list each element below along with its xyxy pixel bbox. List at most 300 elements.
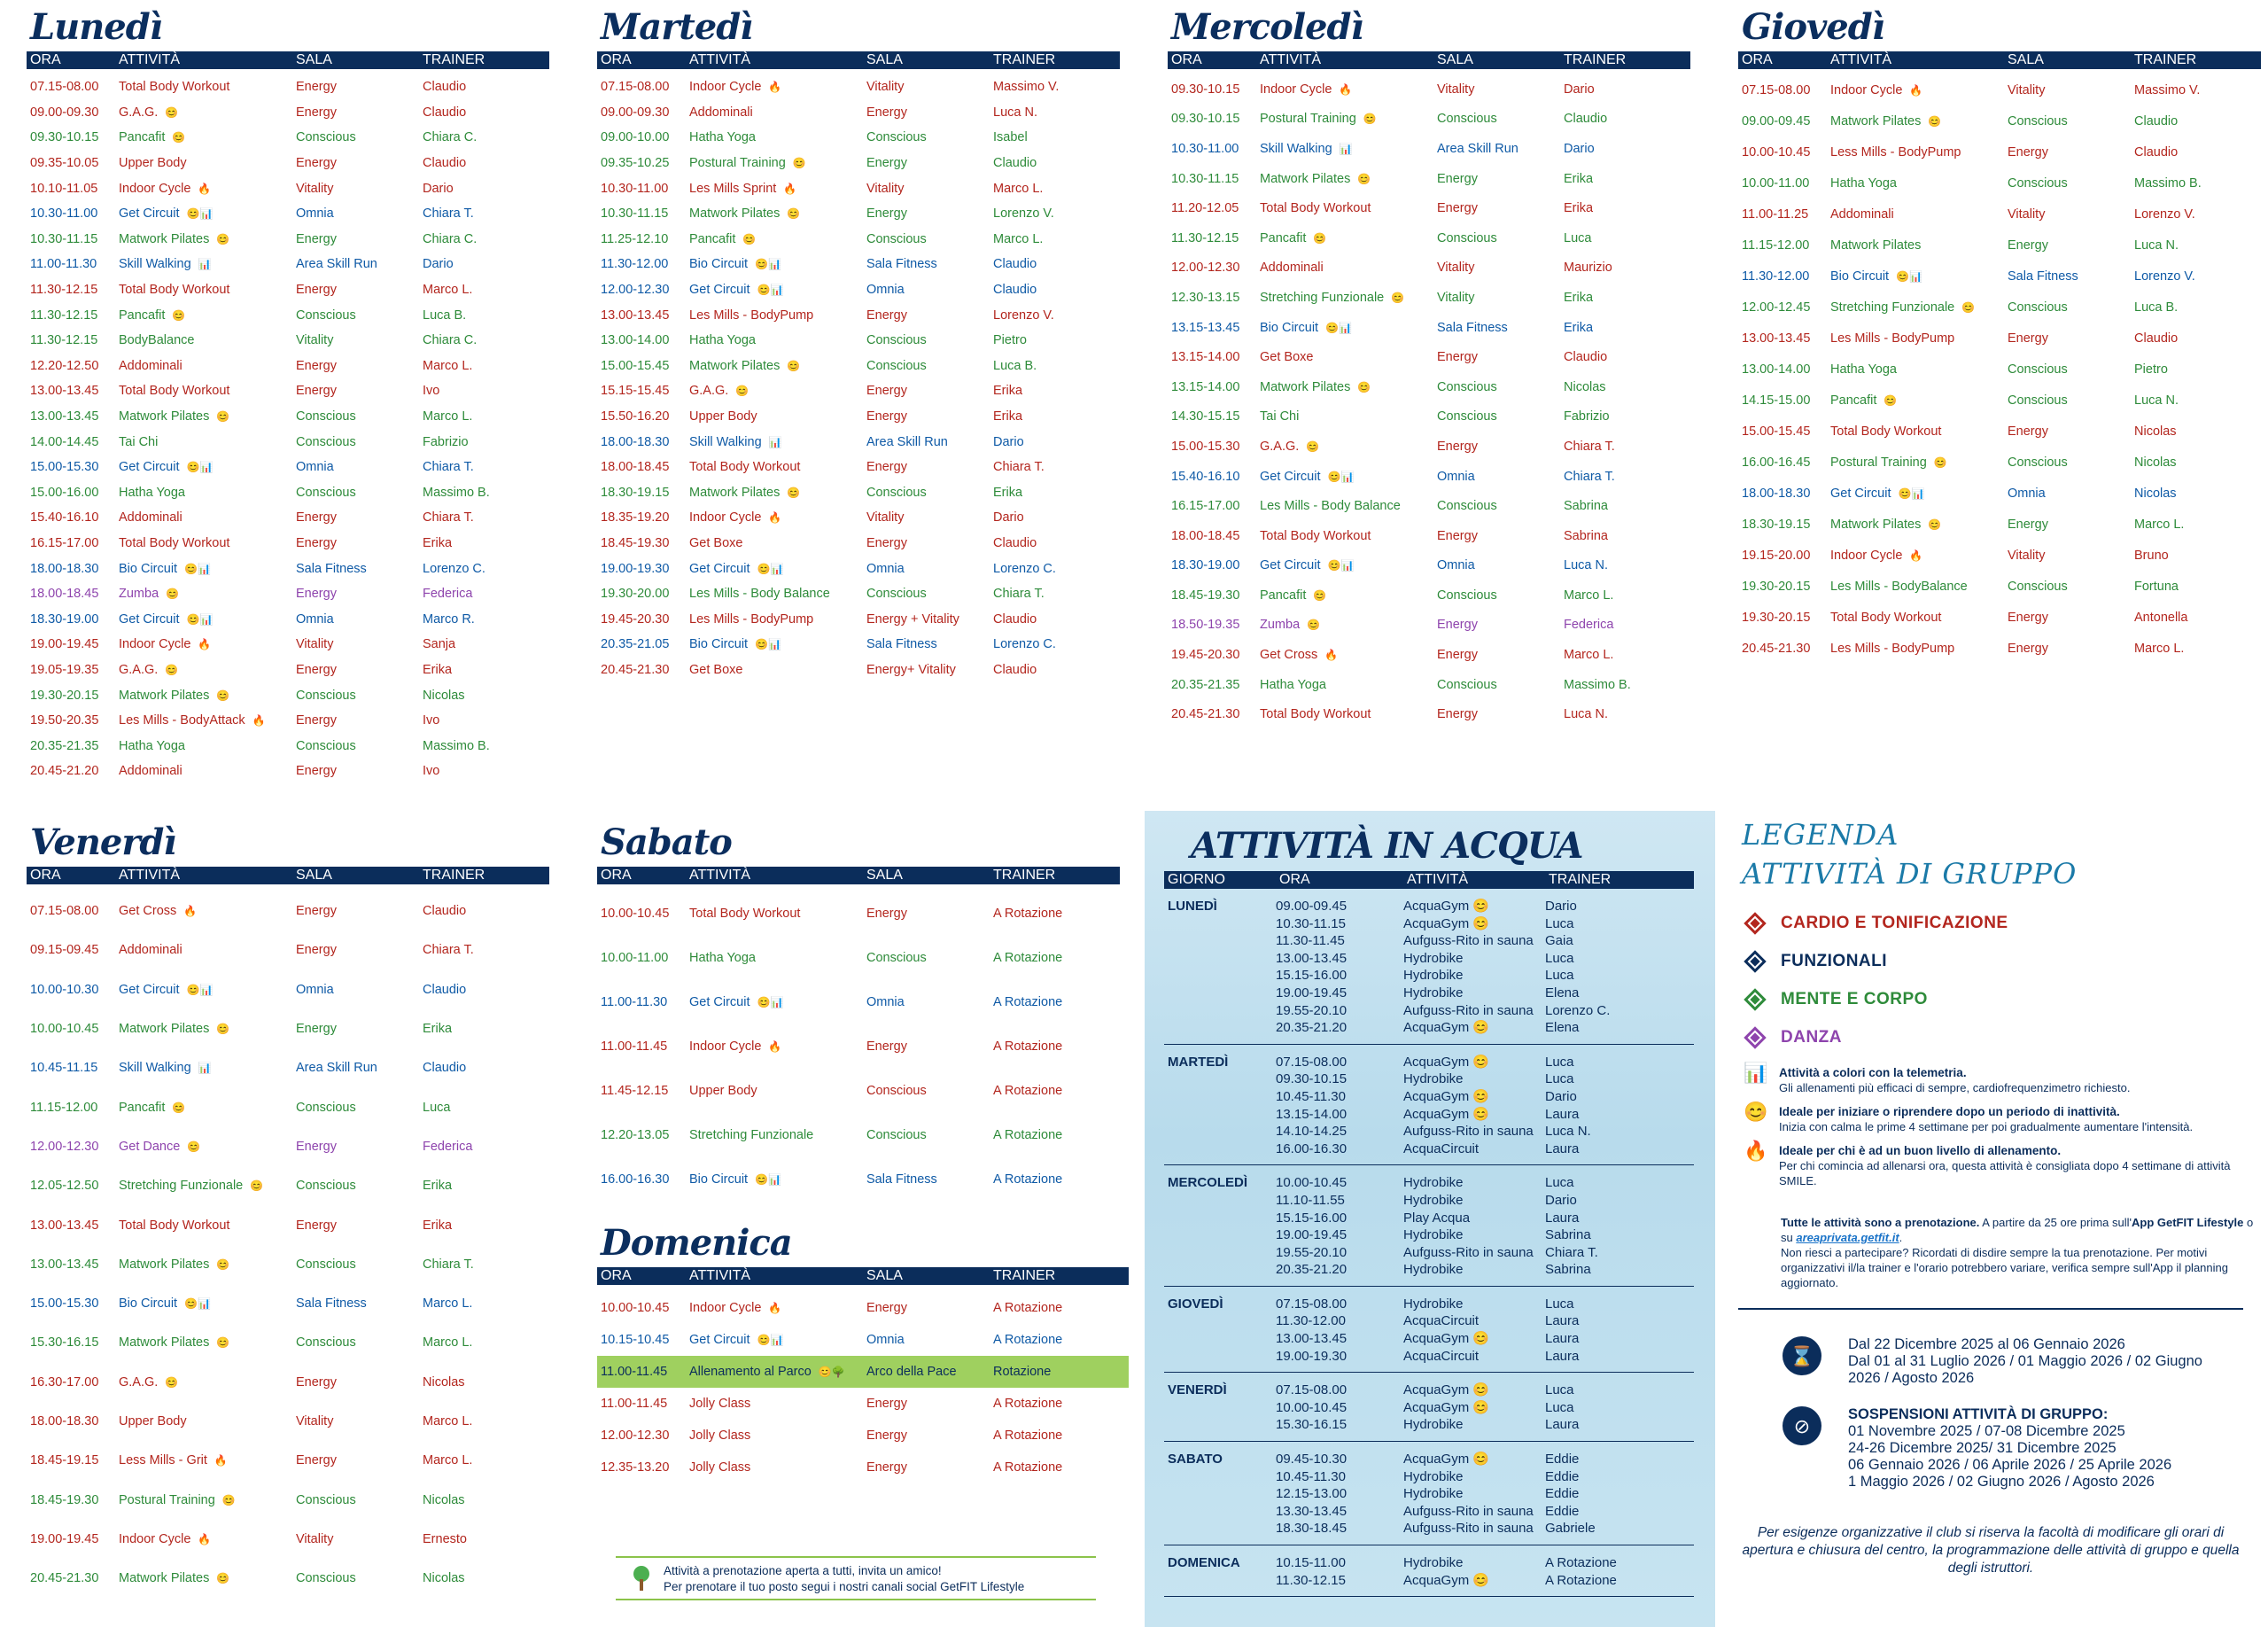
row-activity-label: Less Mills - Grit [119, 1453, 207, 1468]
legend-note-icon: 😊 [1744, 1101, 1768, 1123]
row-activity-label: Indoor Cycle [1830, 82, 1903, 97]
row-room: Energy [296, 231, 337, 246]
row-activity [686, 1428, 863, 1443]
row-room: Conscious [2008, 362, 2068, 377]
row-room: Vitality [1437, 261, 1475, 276]
schedule-row [1168, 462, 1690, 492]
row-room: Omnia [866, 283, 905, 298]
water-time-column [1276, 898, 1403, 1037]
water-activities-panel [1145, 811, 1715, 1627]
row-time: 15.00-15.45 [1742, 424, 1811, 439]
day-giovedi [1738, 0, 2261, 798]
row-time: 10.45-11.15 [30, 1061, 98, 1076]
row-activity-label: Les Mills - Body Balance [1260, 499, 1401, 514]
legend-note-icon: 🔥 [1744, 1140, 1768, 1162]
row-activity-label: Total Body Workout [119, 80, 230, 95]
schedule-row [27, 455, 549, 480]
row-activity [1256, 588, 1433, 603]
water-activity: Hydrobike [1403, 1296, 1464, 1312]
row-trainer: Marco L. [423, 409, 473, 424]
water-day-block [1164, 1165, 1694, 1287]
row-badge-icon: 😊📊 [757, 1334, 784, 1346]
schedule-row [27, 658, 549, 683]
schedule-row [597, 74, 1120, 100]
row-activity [115, 1022, 292, 1036]
row-badge-icon: 😊 [216, 1572, 230, 1585]
row-room: Energy [296, 764, 337, 779]
row-time: 20.45-21.20 [30, 764, 99, 779]
water-activity: AcquaGym 😊 [1403, 899, 1490, 914]
schedule-row [27, 556, 549, 581]
row-room: Conscious [1437, 588, 1497, 603]
water-trainer: A Rotazione [1545, 1572, 1617, 1588]
row-room: Conscious [866, 231, 927, 246]
schedule-row [27, 606, 549, 632]
row-trainer: Lorenzo V. [993, 307, 1054, 323]
row-room: Conscious [866, 1128, 927, 1142]
schedule-row [27, 1205, 549, 1244]
legend-note-title: Ideale per chi è ad un buon livello di allenamento. [1779, 1144, 2062, 1157]
row-room: Energy [1437, 528, 1478, 543]
row-time: 18.35-19.20 [601, 510, 670, 525]
row-activity [115, 536, 292, 550]
schedule-row [1168, 521, 1690, 551]
booking-bold: Tutte le attività sono a prenotazione. [1781, 1216, 1980, 1229]
legend-note [1738, 1140, 2261, 1188]
legend-note-text: Per chi comincia ad allenarsi ora, questa attività è consigliata dopo 4 settimane di attività SMILE. [1779, 1159, 2231, 1187]
water-activity-column [1403, 1451, 1545, 1537]
water-trainer: Luca [1545, 1382, 1574, 1398]
row-activity [686, 460, 863, 474]
schedule-row [597, 1024, 1120, 1069]
schedule-row [27, 891, 549, 930]
row-room: Conscious [1437, 677, 1497, 692]
row-badge-icon: 😊📊 [1327, 559, 1355, 572]
water-trainer: Laura [1545, 1348, 1580, 1364]
row-activity [115, 1414, 292, 1428]
water-activity: Hydrobike [1403, 1192, 1464, 1208]
row-badge-icon: 😊 [250, 1179, 264, 1193]
row-room: Vitality [1437, 82, 1475, 97]
row-activity-label: Upper Body [689, 409, 757, 424]
row-activity [1827, 549, 2004, 563]
schedule-row [1168, 253, 1690, 284]
schedule-row [1738, 292, 2261, 323]
row-trainer: Marco L. [423, 1453, 473, 1468]
header-sala: SALA [296, 868, 332, 883]
water-time: 20.35-21.20 [1276, 1262, 1348, 1278]
row-trainer: Erika [993, 485, 1023, 500]
row-badge-icon: 😊 [742, 232, 757, 245]
legend-note-text: Gli allenamenti più efficaci di sempre, cardiofrequenzimetro richiesto. [1779, 1081, 2131, 1094]
day-table-body [1168, 74, 1690, 729]
row-time: 19.30-20.15 [1742, 579, 1811, 594]
row-room: Omnia [296, 611, 334, 627]
row-activity [1256, 409, 1433, 424]
legend-divider [1738, 1308, 2243, 1310]
row-badge-icon: 😊 [172, 1101, 186, 1114]
water-trainer: Laura [1545, 1140, 1580, 1156]
suspension-text: 01 Novembre 2025 / 07-08 Dicembre 2025 24-26 Dicembre 2025/ 31 Dicembre 2025 06 Gennaio 2026 / 06 Aprile 2026 / 25 Aprile 2026 1 Maggio 2026 / 02 Giugno 2026 / Agosto 2026 [1848, 1423, 2172, 1490]
row-trainer: Ernesto [423, 1531, 467, 1546]
row-activity-label: Total Body Workout [119, 283, 230, 298]
row-activity [115, 663, 292, 677]
row-time: 19.45-20.30 [601, 611, 670, 627]
schedule-row [1168, 193, 1690, 223]
row-time: 18.00-18.30 [30, 1414, 99, 1428]
water-trainer: Gabriele [1545, 1521, 1596, 1537]
row-activity [115, 130, 292, 144]
booking-rest: Non riesci a partecipare? Ricordati di disdire sempre la tua prenotazione. Per motivi organizzativi il/la trainer e l'orario potrebbero variare, verifica sempre sull'App il planning aggiornato. [1781, 1246, 2228, 1289]
row-time: 19.00-19.45 [30, 637, 99, 652]
legend-category [1738, 1018, 2261, 1056]
schedule-row [1168, 283, 1690, 313]
schedule-row [1738, 416, 2261, 447]
row-activity-label: Indoor Cycle [689, 1039, 762, 1054]
schedule-row [597, 980, 1120, 1024]
day-table-body [597, 74, 1120, 682]
row-time: 10.30-11.15 [601, 206, 669, 222]
row-trainer: Marco L. [423, 1335, 473, 1351]
row-time: 12.00-12.30 [601, 283, 670, 298]
schedule-row [1738, 540, 2261, 571]
row-trainer: Chiara T. [423, 510, 474, 525]
legend-category-label: CARDIO E TONIFICAZIONE [1781, 913, 2008, 932]
schedule-row [1738, 74, 2261, 105]
suspension-period [1738, 1406, 2261, 1491]
water-time: 10.45-11.30 [1276, 1088, 1346, 1104]
row-activity [686, 1301, 863, 1315]
row-trainer: A Rotazione [993, 1084, 1063, 1098]
row-room: Energy [1437, 618, 1478, 633]
row-badge-icon: 📊 [198, 258, 212, 271]
water-activity: AcquaCircuit [1403, 1313, 1480, 1329]
row-activity [1827, 83, 2004, 97]
row-badge-icon: 🔥 [214, 1454, 228, 1467]
row-activity-label: Les Mills Sprint [689, 181, 777, 196]
row-activity [115, 409, 292, 424]
row-activity-label: Pancafit [689, 231, 736, 246]
row-activity [1827, 393, 2004, 408]
water-activity: AcquaGym 😊 [1403, 1452, 1490, 1467]
row-badge-icon: 😊📊 [186, 207, 214, 221]
row-activity-label: Indoor Cycle [1260, 82, 1332, 97]
water-activity: Hydrobike [1403, 1071, 1464, 1087]
schedule-row [1168, 372, 1690, 402]
row-time: 11.15-12.00 [1742, 237, 1810, 253]
row-time: 19.30-20.15 [1742, 610, 1811, 625]
row-activity-label: Tai Chi [1260, 409, 1300, 424]
row-time: 09.00-09.30 [30, 105, 99, 120]
row-room: Sala Fitness [296, 1296, 367, 1312]
row-activity [686, 333, 863, 347]
row-trainer: Claudio [993, 156, 1037, 171]
row-activity-label: Les Mills - BodyAttack [119, 713, 245, 728]
row-room: Area Skill Run [866, 434, 948, 449]
day-sabato [597, 815, 1120, 1196]
row-time: 16.00-16.30 [601, 1172, 670, 1187]
row-time: 10.30-11.15 [30, 231, 98, 246]
row-activity [1827, 269, 2004, 284]
water-day-block [1164, 1373, 1694, 1442]
row-trainer: Dario [423, 257, 454, 272]
row-room: Energy [296, 283, 337, 298]
row-badge-icon: 🔥 [183, 905, 198, 918]
row-badge-icon: 😊 [166, 588, 180, 601]
schedule-row [27, 302, 549, 328]
row-badge-icon: 😊📊 [1327, 470, 1355, 483]
schedule-row [27, 404, 549, 430]
row-badge-icon: 🔥 [768, 511, 782, 525]
row-trainer: Nicolas [2134, 486, 2177, 501]
row-trainer: Chiara T. [993, 587, 1045, 602]
schedule-row [27, 1009, 549, 1048]
row-trainer: A Rotazione [993, 1397, 1063, 1411]
water-time: 11.30-12.00 [1276, 1313, 1346, 1329]
row-activity-label: Skill Walking [689, 434, 762, 449]
row-trainer: A Rotazione [993, 995, 1063, 1009]
row-room: Conscious [296, 307, 356, 323]
water-activity: AcquaGym 😊 [1403, 1382, 1490, 1398]
water-trainer: Luca [1545, 1071, 1574, 1087]
row-activity [1256, 707, 1433, 721]
domenica-note [616, 1556, 1096, 1600]
row-time: 09.35-10.25 [601, 156, 670, 171]
schedule-row [1738, 105, 2261, 136]
water-time-column [1276, 1554, 1403, 1589]
row-activity-label: Get Circuit [119, 611, 180, 627]
row-activity [686, 1172, 863, 1187]
row-badge-icon: 😊 [172, 131, 186, 144]
row-activity-label: Matwork Pilates [1830, 237, 1922, 253]
schedule-row [597, 1420, 1129, 1452]
header-sala: SALA [296, 52, 332, 67]
water-activity: Hydrobike [1403, 950, 1464, 966]
water-trainer: Luca N. [1545, 1124, 1591, 1140]
row-trainer: Marco L. [423, 283, 473, 298]
row-badge-icon: 🔥 [1909, 549, 1923, 562]
row-activity-label: Addominali [119, 358, 183, 373]
row-time: 14.00-14.45 [30, 434, 99, 449]
row-trainer: Nicolas [423, 688, 465, 703]
row-activity-label: Get Circuit [689, 283, 750, 298]
row-activity-label: Addominali [689, 105, 753, 120]
row-activity [1827, 300, 2004, 315]
row-room: Energy [2008, 331, 2048, 346]
schedule-row [27, 531, 549, 557]
water-activity: AcquaGym 😊 [1403, 1106, 1490, 1122]
row-trainer: Lorenzo C. [423, 561, 485, 576]
row-trainer: Nicolas [2134, 455, 2177, 470]
row-room: Vitality [866, 181, 905, 196]
water-activity: AcquaGym 😊 [1403, 1054, 1490, 1070]
row-badge-icon: 😊📊 [755, 258, 781, 271]
row-activity-label: Indoor Cycle [689, 1301, 762, 1315]
row-badge-icon: 😊 [216, 1023, 230, 1036]
row-activity [115, 1453, 292, 1467]
row-room: Energy [866, 1301, 907, 1315]
schedule-row [597, 354, 1120, 379]
water-trainer-column [1545, 898, 1687, 1037]
row-trainer: Isabel [993, 130, 1028, 145]
row-activity [115, 562, 292, 576]
row-time: 15.15-15.45 [601, 384, 670, 399]
row-room: Vitality [296, 1531, 334, 1546]
row-room: Energy [296, 105, 337, 120]
row-room: Energy [1437, 648, 1478, 663]
row-room: Energy [866, 384, 907, 399]
water-day: LUNEDÌ [1168, 899, 1217, 914]
header-ora: ORA [30, 52, 61, 67]
water-activity: Aufguss-Rito in sauna [1403, 1244, 1534, 1260]
schedule-row [1168, 134, 1690, 164]
row-activity [686, 587, 863, 601]
row-room: Energy [296, 1218, 337, 1233]
water-activity: AcquaGym 😊 [1403, 915, 1490, 931]
schedule-row [1738, 230, 2261, 261]
row-time: 12.35-13.20 [601, 1460, 670, 1475]
row-room: Sala Fitness [1437, 320, 1508, 335]
row-activity [1256, 112, 1433, 126]
schedule-row [1168, 105, 1690, 135]
day-table-header [27, 867, 549, 884]
row-trainer: Nicolas [423, 1492, 465, 1507]
legend-notes [1738, 1062, 2261, 1188]
row-room: Conscious [296, 1257, 356, 1272]
row-time: 07.15-08.00 [1742, 82, 1811, 97]
row-activity-label: Stretching Funzionale [1260, 290, 1385, 305]
schedule-row [1738, 447, 2261, 478]
row-activity [1256, 142, 1433, 156]
row-time: 15.00-15.30 [30, 460, 99, 475]
row-time: 15.00-15.45 [601, 358, 670, 373]
row-trainer: Nicolas [423, 1571, 465, 1586]
row-time: 19.00-19.45 [30, 1531, 99, 1546]
schedule-row [1738, 602, 2261, 633]
row-time: 10.30-11.00 [1171, 141, 1239, 156]
row-activity [686, 105, 863, 120]
row-time: 13.00-13.45 [30, 409, 99, 424]
row-activity-label: G.A.G. [119, 662, 159, 677]
row-trainer: Chiara T. [423, 206, 474, 222]
row-room: Conscious [1437, 409, 1497, 424]
row-room: Conscious [866, 485, 927, 500]
row-room: Conscious [2008, 300, 2068, 315]
schedule-row [1738, 261, 2261, 292]
row-activity [115, 510, 292, 525]
row-trainer: Luca B. [993, 358, 1037, 373]
water-activity: Aufguss-Rito in sauna [1403, 1002, 1534, 1018]
row-activity-label: Pancafit [1260, 588, 1307, 603]
row-activity [686, 257, 863, 271]
row-time: 18.50-19.35 [1171, 618, 1240, 633]
row-badge-icon: 🔥 [198, 638, 212, 651]
row-room: Conscious [866, 130, 927, 145]
schedule-row [1168, 640, 1690, 670]
day-table-header [597, 51, 1120, 69]
row-time: 09.35-10.05 [30, 156, 99, 171]
row-room: Sala Fitness [2008, 269, 2078, 284]
row-activity-label: Jolly Class [689, 1428, 751, 1443]
legend-note-text: Inizia con calma le prime 4 settimane per poi gradualmente aumentare l'intensità. [1779, 1120, 2194, 1133]
water-activity: AcquaGym 😊 [1403, 1088, 1490, 1104]
row-activity [686, 1084, 863, 1098]
row-room: Conscious [866, 358, 927, 373]
row-activity-label: BodyBalance [119, 333, 195, 348]
row-time: 20.35-21.05 [601, 637, 670, 652]
row-activity [1827, 642, 2004, 656]
row-activity-label: Pancafit [119, 130, 166, 145]
header-attivita: ATTIVITÀ [1260, 52, 1322, 67]
row-activity-label: Get Circuit [119, 206, 180, 222]
row-activity [686, 612, 863, 627]
schedule-row [597, 175, 1120, 201]
row-badge-icon: 😊📊 [1896, 269, 1922, 283]
row-activity [686, 536, 863, 550]
row-trainer: Massimo B. [423, 485, 490, 500]
schedule-row [597, 505, 1120, 531]
row-time: 11.00-11.45 [601, 1039, 668, 1054]
row-activity-label: Addominali [1260, 261, 1324, 276]
row-badge-icon: 😊 [221, 1493, 236, 1506]
row-activity [115, 308, 292, 323]
water-time-column [1276, 1174, 1403, 1279]
row-badge-icon: 😊📊 [755, 1173, 781, 1186]
row-room: Energy [1437, 201, 1478, 216]
header-trainer: TRAINER [423, 868, 485, 883]
booking-link[interactable]: areaprivata.getfit.it [1796, 1231, 1899, 1244]
row-time: 13.00-14.00 [1742, 362, 1811, 377]
booking-app: App GetFIT Lifestyle [2131, 1216, 2244, 1229]
row-room: Energy [2008, 610, 2048, 625]
schedule-row [27, 252, 549, 277]
row-time: 15.40-16.10 [30, 510, 99, 525]
row-activity [1827, 176, 2004, 191]
water-trainer: Dario [1545, 899, 1577, 914]
row-activity-label: Les Mills - BodyBalance [1830, 579, 1968, 594]
row-time: 10.00-10.45 [1742, 144, 1811, 160]
row-trainer: Marco L. [423, 1296, 473, 1312]
water-activity: Play Acqua [1403, 1210, 1471, 1226]
row-room: Sala Fitness [866, 1172, 937, 1187]
row-activity [1256, 529, 1433, 543]
legend-category-label: MENTE E CORPO [1781, 989, 1928, 1008]
header-ora: ORA [30, 868, 61, 883]
row-badge-icon: 😊 [1928, 518, 1942, 531]
row-room: Conscious [296, 1571, 356, 1586]
row-activity [115, 283, 292, 297]
row-activity [686, 435, 863, 449]
row-trainer: Claudio [993, 257, 1037, 272]
row-activity-label: G.A.G. [119, 1374, 159, 1390]
row-trainer: Fabrizio [423, 434, 469, 449]
schedule-row [597, 1324, 1129, 1356]
water-activity: Hydrobike [1403, 968, 1464, 984]
water-time: 09.45-10.30 [1276, 1452, 1348, 1467]
row-activity-label: Get Circuit [1260, 469, 1321, 484]
water-day: VENERDÌ [1168, 1382, 1227, 1398]
row-trainer: Chiara T. [423, 943, 474, 958]
header-trainer: TRAINER [423, 52, 485, 67]
header-trainer: TRAINER [2134, 52, 2197, 67]
row-trainer: Claudio [2134, 144, 2179, 160]
schedule-row [27, 1441, 549, 1480]
row-room: Energy [296, 80, 337, 95]
row-activity-label: Matwork Pilates [689, 485, 781, 500]
row-activity [1827, 518, 2004, 532]
row-badge-icon: 😊 [165, 105, 179, 119]
water-time: 07.15-08.00 [1276, 1382, 1348, 1398]
